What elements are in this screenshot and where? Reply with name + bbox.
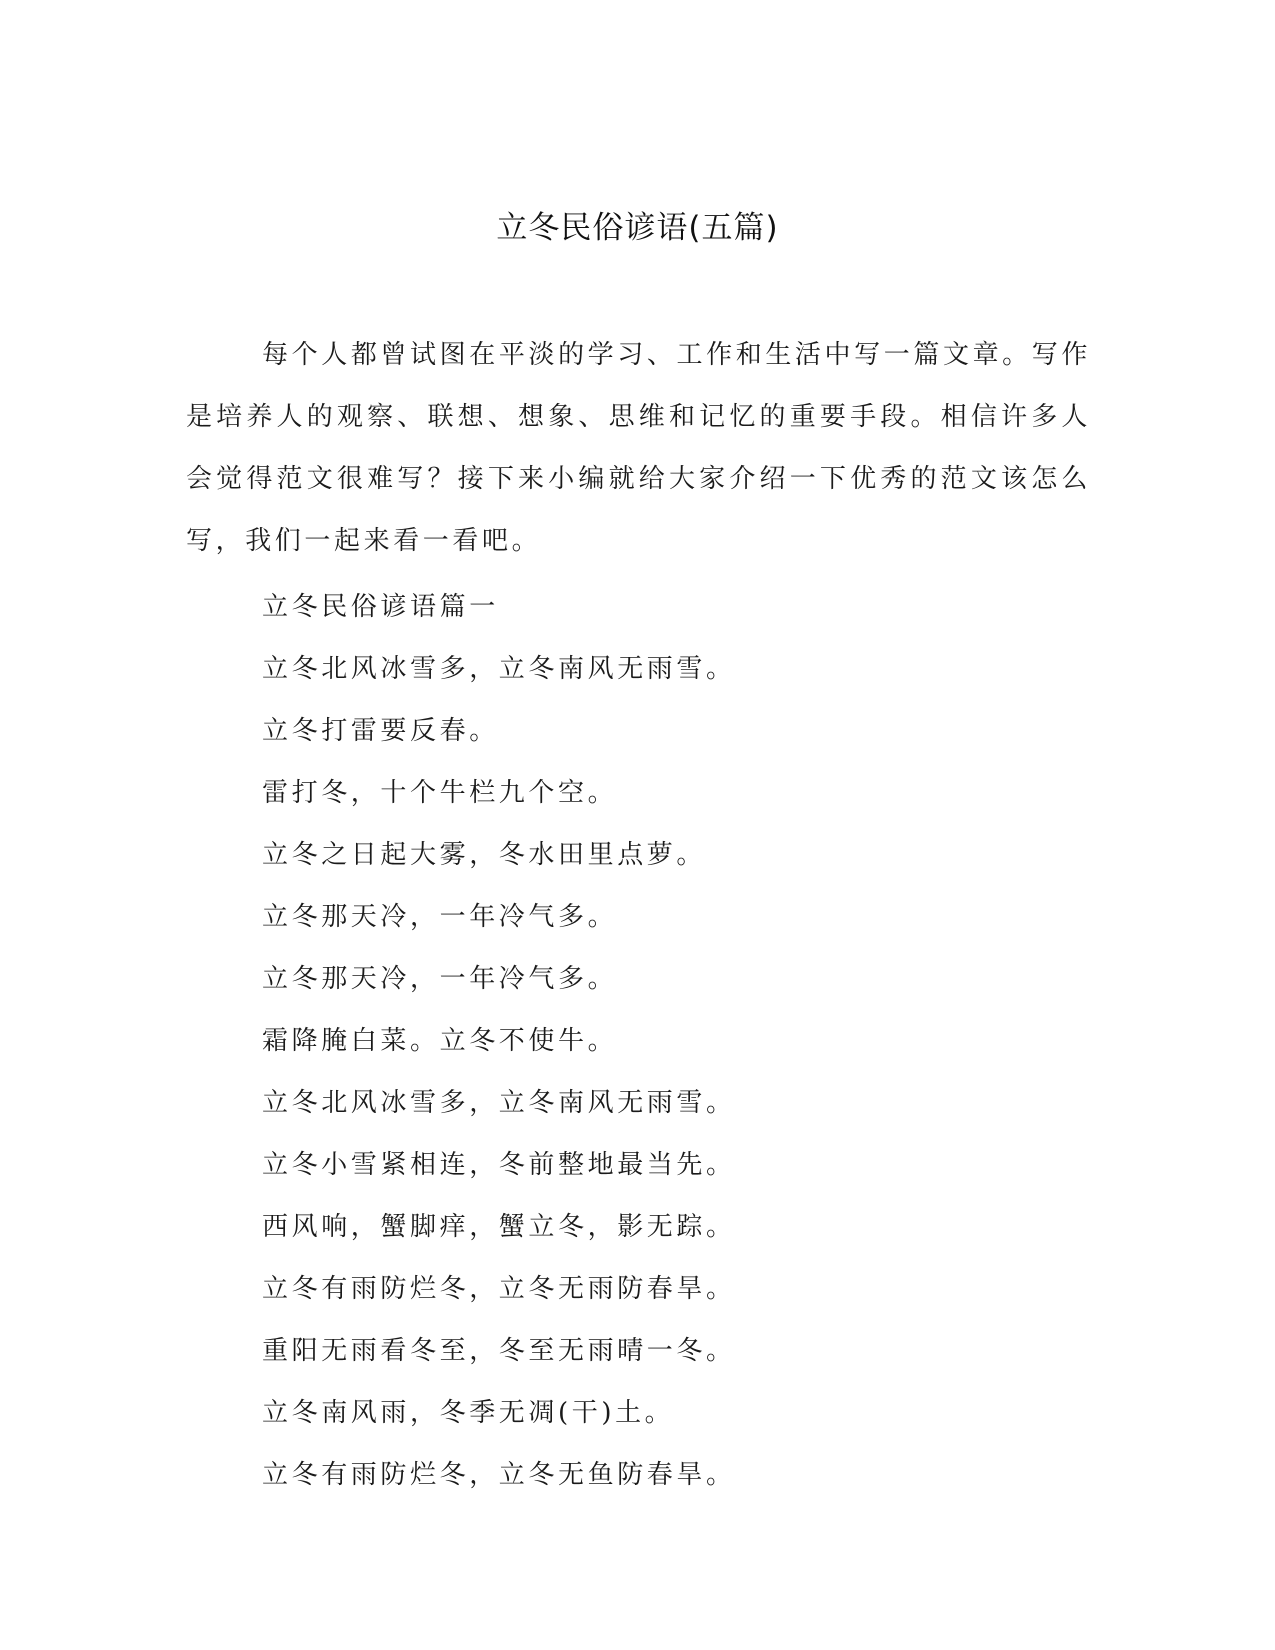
proverb-line: 立冬之日起大雾，冬水田里点萝。 — [262, 840, 707, 870]
proverb-line: 立冬南风雨，冬季无凋(干)土。 — [262, 1398, 675, 1428]
document-title: 立冬民俗谚语(五篇) — [496, 210, 779, 246]
proverb-line: 立冬那天冷，一年冷气多。 — [262, 902, 618, 932]
section-heading: 立冬民俗谚语篇一 — [262, 592, 499, 622]
proverb-line: 雷打冬，十个牛栏九个空。 — [262, 778, 618, 808]
proverb-line: 立冬有雨防烂冬，立冬无鱼防春旱。 — [262, 1460, 736, 1490]
intro-paragraph: 每个人都曾试图在平淡的学习、工作和生活中写一篇文章。写作是培养人的观察、联想、想象、思维和记忆的重要手段。相信许多人会觉得范文很难写？接下来小编就给大家介绍一下优秀的范文该怎么写，我们一起来看一看吧。 — [186, 340, 1091, 556]
proverb-line: 立冬小雪紧相连，冬前整地最当先。 — [262, 1150, 736, 1180]
proverb-line: 立冬有雨防烂冬，立冬无雨防春旱。 — [262, 1274, 736, 1304]
proverb-line: 立冬打雷要反春。 — [262, 716, 499, 746]
proverb-list — [262, 576, 1092, 1506]
proverb-line: 立冬北风冰雪多，立冬南风无雨雪。 — [262, 654, 736, 684]
proverb-line: 重阳无雨看冬至，冬至无雨晴一冬。 — [262, 1336, 736, 1366]
proverb-line: 立冬北风冰雪多，立冬南风无雨雪。 — [262, 1088, 736, 1118]
proverb-line: 西风响，蟹脚痒，蟹立冬，影无踪。 — [262, 1212, 736, 1242]
proverb-line: 立冬那天冷，一年冷气多。 — [262, 964, 618, 994]
proverb-line: 霜降腌白菜。立冬不使牛。 — [262, 1026, 618, 1056]
